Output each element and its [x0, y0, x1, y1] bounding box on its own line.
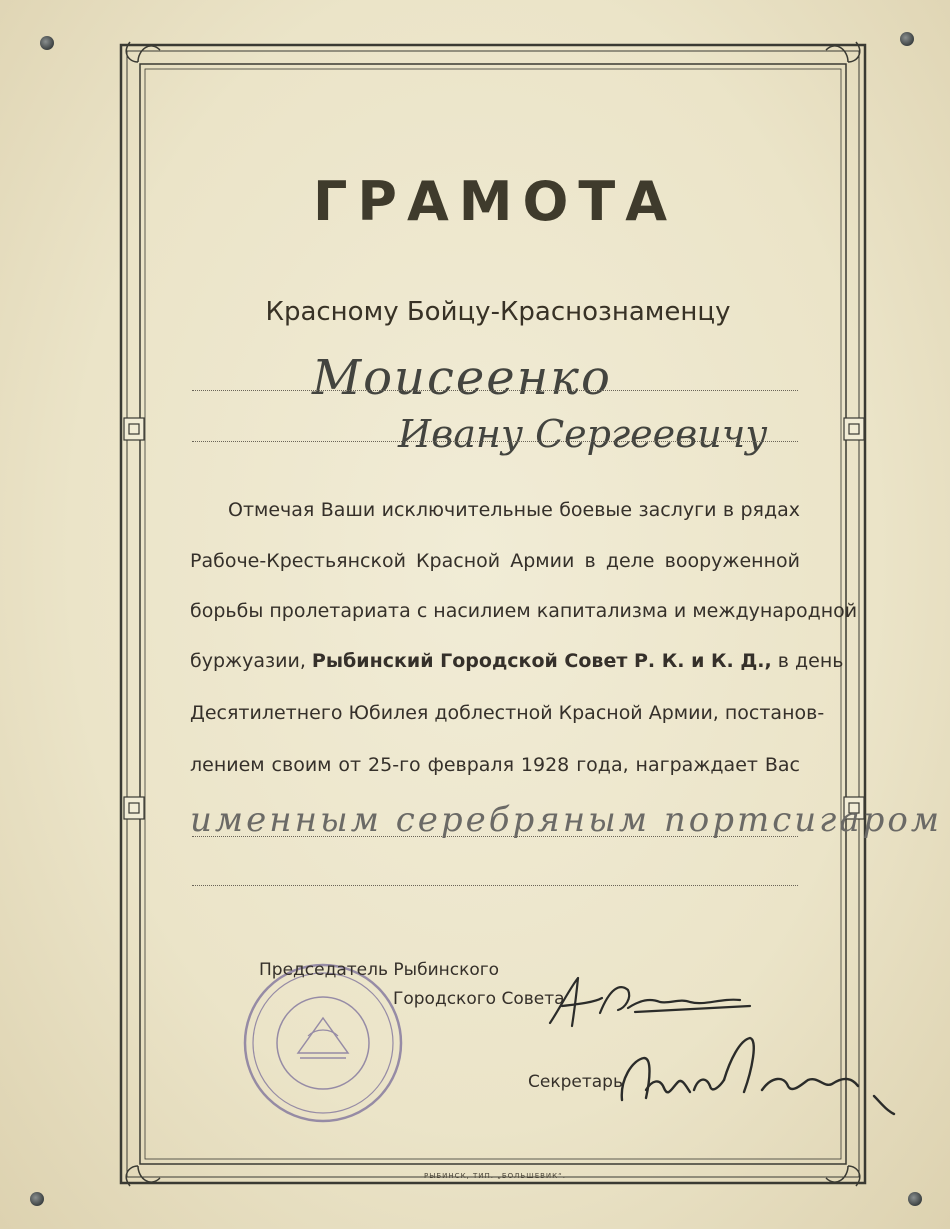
body-line-4-prefix: буржуазии, [190, 650, 306, 672]
chairman-signature-icon [540, 968, 780, 1038]
name-dotted-line [192, 441, 798, 442]
body-line-3: борьбы пролетариата с насилием капитализма и международной [190, 600, 858, 622]
surname-dotted-line [192, 390, 798, 391]
secretary-label: Секретарь [528, 1072, 623, 1092]
body-line-4 [190, 650, 844, 672]
body-line-4-suffix: в день [777, 650, 844, 672]
award-dotted-line [192, 836, 798, 837]
body-line-1: Отмечая Ваши исключительные боевые заслуги в рядах [228, 499, 800, 521]
chairman-label-line2: Городского Совета [393, 989, 565, 1009]
council-name: Рыбинский Городской Совет Р. К. и К. Д., [311, 650, 772, 672]
recipient-name: Ивану Сергеевичу [398, 412, 768, 456]
award-text: именным серебряным портсигаром [190, 800, 943, 840]
blank-dotted-line [192, 885, 798, 886]
recipient-surname: Моисеенко [312, 350, 612, 406]
round-stamp-icon [238, 958, 408, 1128]
body-line-2: Рабоче-Крестьянской Красной Армии в деле вооруженной [190, 550, 800, 572]
chairman-label-line1: Председатель Рыбинского [259, 960, 500, 980]
printer-imprint: РЫБИНСК, ТИП. „БОЛЬШЕВИК“. [423, 1172, 566, 1180]
certificate-title: ГРАМОТА [312, 170, 678, 233]
body-line-5: Десятилетнего Юбилея доблестной Красной Армии, постанов- [190, 702, 825, 724]
body-line-6: лением своим от 25-го февраля 1928 года, награждает Вас [190, 754, 800, 776]
dedication-line: Красному Бойцу-Краснознаменцу [265, 297, 731, 327]
secretary-signature-icon [612, 1030, 902, 1120]
